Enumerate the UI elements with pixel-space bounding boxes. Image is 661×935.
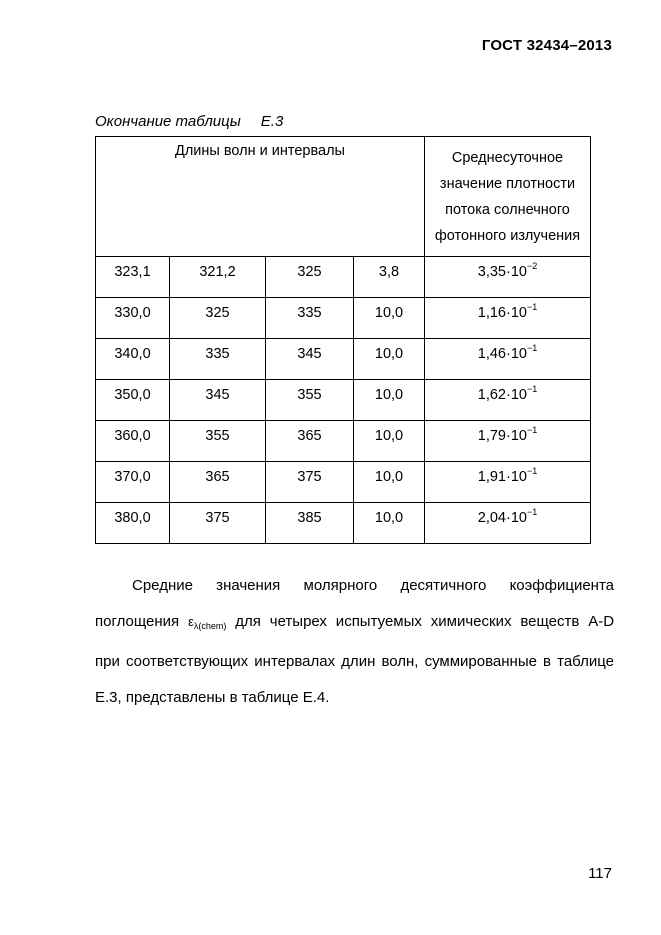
table-cell: 335: [170, 339, 266, 380]
table-cell: 10,0: [354, 298, 425, 339]
table-cell: 375: [170, 503, 266, 544]
table-row: [96, 298, 591, 339]
table-row: [96, 257, 591, 298]
table-cell: 10,0: [354, 339, 425, 380]
flux-value-cell: [425, 298, 591, 339]
flux-mantissa: 1,79·10: [477, 428, 527, 444]
table-cell: 345: [266, 339, 354, 380]
flux-exponent: −1: [526, 302, 538, 312]
flux-value-cell: [425, 462, 591, 503]
table-cell: 330,0: [96, 298, 170, 339]
paragraph-text: для четырех испытуемых химических веществ A-D: [235, 613, 615, 630]
flux-value-cell: [425, 380, 591, 421]
flux-exponent: −1: [526, 425, 538, 435]
flux-exponent: −2: [526, 261, 538, 271]
flux-mantissa: 3,35·10: [477, 264, 527, 280]
caption-table-number: Е.3: [260, 113, 284, 130]
table-row: [96, 380, 591, 421]
epsilon-symbol: $\varepsilon_{\lambda(chem)}$: [188, 614, 227, 631]
wavelength-table: [95, 136, 591, 544]
table-cell: 345: [170, 380, 266, 421]
table-row: [96, 503, 591, 544]
document-code: ГОСТ 32434–2013: [481, 37, 612, 54]
table-cell: 3,8: [354, 257, 425, 298]
flux-exponent: −1: [526, 466, 538, 476]
table-cell: 10,0: [354, 503, 425, 544]
flux-exponent: −1: [526, 507, 538, 517]
table-caption: [95, 113, 283, 130]
flux-exponent: −1: [526, 384, 538, 394]
flux-value-cell: [425, 421, 591, 462]
flux-mantissa: 2,04·10: [477, 510, 527, 526]
table-cell: 325: [266, 257, 354, 298]
table-cell: 365: [170, 462, 266, 503]
flux-value-cell: [425, 503, 591, 544]
flux-exponent: −1: [526, 343, 538, 353]
page-number: 117: [588, 865, 612, 882]
table-cell: 380,0: [96, 503, 170, 544]
table-row: [96, 339, 591, 380]
flux-value-cell: [425, 339, 591, 380]
table-cell: 335: [266, 298, 354, 339]
paragraph-line: [95, 604, 614, 644]
table-header-row: [96, 137, 591, 257]
table-cell: 365: [266, 421, 354, 462]
body-paragraph: [95, 568, 614, 716]
flux-mantissa: 1,46·10: [477, 346, 527, 362]
table-cell: 10,0: [354, 462, 425, 503]
flux-value-cell: [425, 257, 591, 298]
paragraph-line: Е.3, представлены в таблице Е.4.: [95, 689, 330, 706]
epsilon-subscript: λ(chem): [193, 621, 227, 631]
header-photon-flux: [425, 137, 591, 257]
header-flux-line: фотонного излучения: [434, 227, 581, 244]
flux-mantissa: 1,91·10: [477, 469, 527, 485]
table-row: [96, 462, 591, 503]
table-row: [96, 421, 591, 462]
table-cell: 350,0: [96, 380, 170, 421]
table-cell: 10,0: [354, 421, 425, 462]
caption-label: Окончание таблицы: [95, 113, 241, 130]
table-cell: 323,1: [96, 257, 170, 298]
flux-mantissa: 1,16·10: [477, 305, 527, 321]
header-flux-line: потока солнечного: [445, 201, 570, 218]
header-wavelengths: Длины волн и интервалы: [96, 137, 425, 257]
table-cell: 355: [170, 421, 266, 462]
table-cell: 10,0: [354, 380, 425, 421]
table-cell: 321,2: [170, 257, 266, 298]
table-cell: 360,0: [96, 421, 170, 462]
table-cell: 325: [170, 298, 266, 339]
table-cell: 375: [266, 462, 354, 503]
paragraph-line: Средние значения молярного десятичного коэффициента: [132, 577, 614, 594]
paragraph-text: поглощения: [95, 613, 180, 630]
flux-mantissa: 1,62·10: [477, 387, 527, 403]
paragraph-line: при соответствующих интервалах длин волн, суммированные в таблице: [95, 653, 614, 670]
table-cell: 370,0: [96, 462, 170, 503]
table-cell: 385: [266, 503, 354, 544]
header-flux-line: Среднесуточное: [451, 149, 564, 166]
table-cell: 340,0: [96, 339, 170, 380]
table-cell: 355: [266, 380, 354, 421]
header-flux-line: значение плотности: [439, 175, 576, 192]
